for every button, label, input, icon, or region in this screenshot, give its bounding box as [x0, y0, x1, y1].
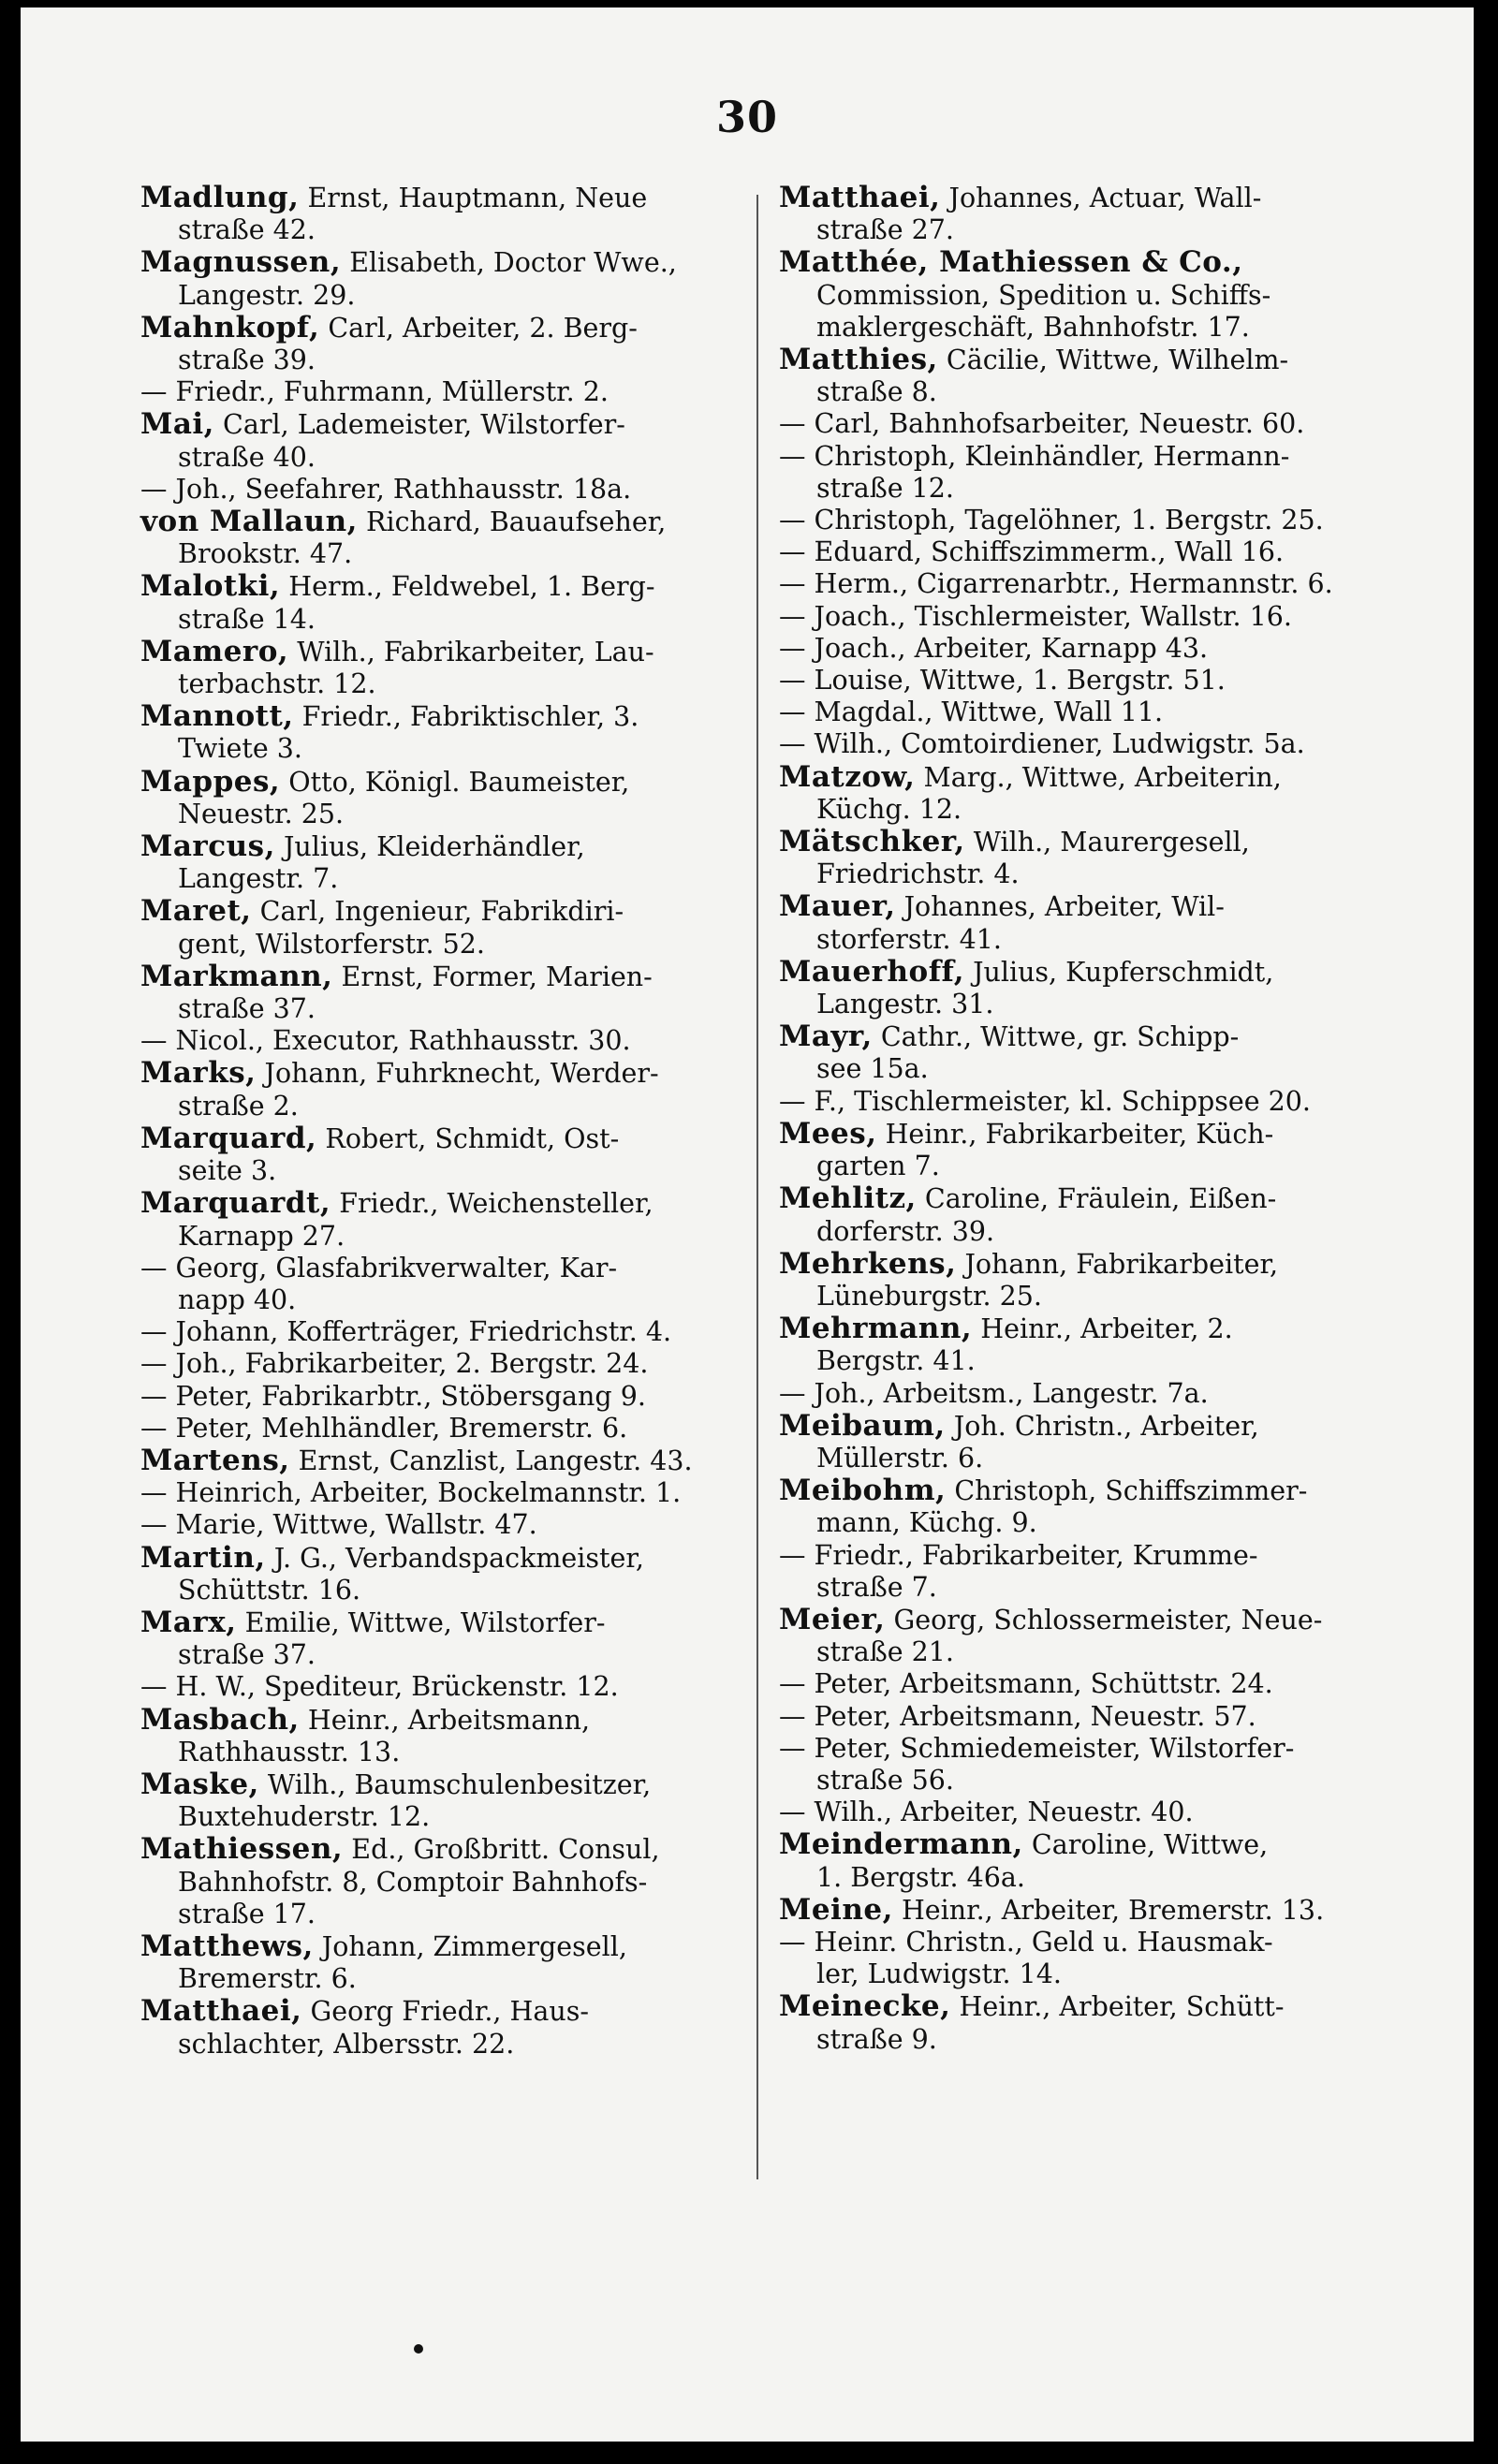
- entry-name: Meier,: [779, 1602, 886, 1636]
- entry-continuation: straße 37.: [178, 993, 316, 1025]
- entry-continuation: Rathhausstr. 13.: [178, 1736, 401, 1767]
- entry-name: Marx,: [140, 1605, 237, 1639]
- directory-entry: [140, 895, 749, 960]
- entry-continuation: straße 8.: [816, 376, 937, 408]
- entry-continuation: Neuestr. 25.: [178, 798, 345, 829]
- entry-text: Heinr., Arbeitsmann,: [307, 1704, 591, 1736]
- entry-text: — Eduard, Schiffszimmerm., Wall 16.: [779, 536, 1285, 568]
- entry-name: Mai,: [140, 407, 214, 442]
- entry-continuation: straße 42.: [178, 214, 316, 246]
- entry-text: Otto, Königl. Baumeister,: [288, 766, 630, 798]
- entry-text: — Friedr., Fuhrmann, Müllerstr. 2.: [140, 376, 609, 408]
- directory-entry: [140, 1509, 749, 1541]
- directory-entry: [779, 1828, 1388, 1893]
- directory-entry: [140, 1704, 749, 1768]
- directory-entry: [140, 474, 749, 506]
- entry-name: Malotki,: [140, 569, 281, 604]
- directory-entry: [140, 1930, 749, 1995]
- entry-text: — Joh., Arbeitsm., Langestr. 7a.: [779, 1377, 1209, 1409]
- entry-name: Mauerhoff,: [779, 954, 964, 989]
- entry-continuation: Brookstr. 47.: [178, 538, 353, 570]
- entry-text: Johann, Fuhrknecht, Werder-: [264, 1058, 659, 1090]
- entry-text: — Peter, Fabrikarbtr., Stöbersgang 9.: [140, 1380, 646, 1412]
- entry-name: Matzow,: [779, 759, 916, 794]
- directory-entry: [779, 505, 1388, 536]
- directory-entry: [779, 1086, 1388, 1118]
- entry-name: Mehrmann,: [779, 1312, 973, 1346]
- directory-entry: [140, 376, 749, 408]
- entry-text: — Joach., Tischlermeister, Wallstr. 16.: [779, 600, 1292, 632]
- directory-entry: [140, 1606, 749, 1671]
- page-number: 30: [715, 92, 778, 142]
- entry-text: Emilie, Wittwe, Wilstorfer-: [244, 1606, 606, 1638]
- entry-text: — Magdal., Wittwe, Wall 11.: [779, 697, 1164, 728]
- directory-entry: [779, 1604, 1388, 1668]
- entry-continuation: straße 17.: [178, 1898, 316, 1929]
- entry-text: — Heinrich, Arbeiter, Bockelmannstr. 1.: [140, 1477, 682, 1509]
- entry-name: Marcus,: [140, 829, 275, 864]
- directory-entry: [779, 1313, 1388, 1377]
- directory-entry: [140, 1316, 749, 1348]
- entry-continuation: mann, Küchg. 9.: [816, 1507, 1037, 1539]
- entry-text: Carl, Lademeister, Wilstorfer-: [223, 409, 625, 441]
- directory-entry: [140, 830, 749, 895]
- entry-name: Mayr,: [779, 1019, 873, 1054]
- entry-text: — Christoph, Tagelöhner, 1. Bergstr. 25.: [779, 505, 1324, 536]
- entry-continuation: Schüttstr. 16.: [178, 1574, 361, 1606]
- entry-text: Friedr., Fabriktischler, 3.: [301, 701, 639, 733]
- directory-page: [21, 7, 1474, 2442]
- entry-continuation: gent, Wilstorferstr. 52.: [178, 928, 485, 960]
- entry-continuation: straße 21.: [816, 1636, 954, 1668]
- directory-entry: [140, 636, 749, 700]
- directory-entry: [140, 312, 749, 376]
- directory-entry: [779, 1378, 1388, 1410]
- directory-entry: [779, 536, 1388, 568]
- entry-name: Martens,: [140, 1443, 290, 1477]
- entry-name: Mehlitz,: [779, 1181, 917, 1216]
- entry-text: — Christoph, Kleinhändler, Hermann-: [779, 440, 1290, 472]
- entry-text: Wilh., Baumschulenbesitzer,: [267, 1768, 652, 1800]
- entry-text: Carl, Ingenieur, Fabrikdiri-: [259, 896, 624, 928]
- directory-entry: [140, 1025, 749, 1057]
- entry-continuation: Langestr. 7.: [178, 863, 339, 895]
- directory-entry: [779, 697, 1388, 728]
- directory-entry: [140, 1768, 749, 1833]
- entry-text: Wilh., Fabrikarbeiter, Lau-: [297, 636, 654, 667]
- entry-continuation: terbachstr. 12.: [178, 668, 376, 700]
- entry-name: Maret,: [140, 894, 252, 929]
- entry-continuation: ler, Ludwigstr. 14.: [816, 1958, 1062, 1990]
- entry-text: Caroline, Wittwe,: [1031, 1829, 1269, 1861]
- entry-continuation: straße 40.: [178, 441, 316, 473]
- entry-continuation: straße 2.: [178, 1090, 299, 1122]
- entry-text: — Peter, Schmiedemeister, Wilstorfer-: [779, 1732, 1295, 1764]
- directory-entry: [779, 1182, 1388, 1247]
- entry-name: Matthews,: [140, 1929, 314, 1963]
- entry-text: Caroline, Fräulein, Eißen-: [924, 1183, 1277, 1215]
- directory-entry: [140, 1477, 749, 1509]
- directory-entry: [779, 826, 1388, 890]
- entry-text: Christoph, Schiffszimmer-: [954, 1475, 1308, 1507]
- entry-continuation: straße 56.: [816, 1764, 954, 1796]
- entry-text: — Peter, Arbeitsmann, Neuestr. 57.: [779, 1700, 1256, 1732]
- entry-text: — Joh., Seefahrer, Rathhausstr. 18a.: [140, 473, 632, 505]
- entry-text: Richard, Bauaufseher,: [366, 506, 667, 538]
- entry-continuation: Buxtehuderstr. 12.: [178, 1801, 431, 1833]
- directory-entry: [779, 441, 1388, 505]
- directory-entry: [140, 1253, 749, 1316]
- directory-entry: [140, 961, 749, 1025]
- directory-entry: [140, 570, 749, 635]
- directory-entry: [140, 1995, 749, 2060]
- directory-entry: [779, 1797, 1388, 1828]
- entry-text: — Nicol., Executor, Rathhausstr. 30.: [140, 1025, 631, 1057]
- directory-entry: [140, 1413, 749, 1445]
- entry-continuation: 1. Bergstr. 46a.: [816, 1861, 1025, 1893]
- directory-entry: [779, 601, 1388, 633]
- entry-text: — H. W., Spediteur, Brückenstr. 12.: [140, 1671, 619, 1703]
- entry-name: von Mallaun,: [140, 505, 358, 539]
- entry-text: Heinr., Arbeiter, 2.: [980, 1313, 1233, 1345]
- column-divider: [756, 195, 758, 2179]
- entry-text: Herm., Feldwebel, 1. Berg-: [288, 571, 655, 603]
- directory-entry: [140, 1348, 749, 1380]
- entry-name: Meibohm,: [779, 1474, 947, 1508]
- directory-entry: [779, 633, 1388, 665]
- entry-name: Mätschker,: [779, 825, 965, 859]
- directory-entry: [779, 1474, 1388, 1539]
- entry-text: Heinr., Fabrikarbeiter, Küch-: [885, 1118, 1274, 1150]
- entry-name: Marquardt,: [140, 1186, 331, 1221]
- entry-text: Ernst, Former, Marien-: [341, 961, 653, 992]
- entry-name: Mathiessen,: [140, 1832, 344, 1867]
- entry-text: — Georg, Glasfabrikverwalter, Kar-: [140, 1252, 618, 1283]
- entry-name: Matthaei,: [779, 181, 941, 214]
- entry-continuation: seite 3.: [178, 1155, 277, 1187]
- directory-entry: [140, 506, 749, 570]
- ink-dot: [414, 2344, 423, 2354]
- entry-text: — Peter, Mehlhändler, Bremerstr. 6.: [140, 1412, 628, 1444]
- entry-text: Joh. Christn., Arbeiter,: [953, 1410, 1259, 1442]
- entry-text: Robert, Schmidt, Ost-: [325, 1122, 620, 1154]
- entry-text: Marg., Wittwe, Arbeiterin,: [923, 761, 1282, 793]
- entry-continuation: Bremerstr. 6.: [178, 1963, 357, 1995]
- entry-name: Mappes,: [140, 764, 281, 799]
- entry-continuation: Bahnhofstr. 8, Comptoir Bahnhofs-: [178, 1866, 648, 1898]
- directory-entry: [140, 700, 749, 765]
- directory-entry: [779, 956, 1388, 1020]
- entry-text: — Louise, Wittwe, 1. Bergstr. 51.: [779, 665, 1226, 697]
- entry-continuation: Commission, Spedition u. Schiffs-: [816, 279, 1271, 311]
- directory-entry: [779, 1118, 1388, 1182]
- entry-continuation: maklergeschäft, Bahnhofstr. 17.: [816, 311, 1250, 343]
- directory-entry: [140, 408, 749, 473]
- entry-continuation: Bergstr. 41.: [816, 1345, 976, 1377]
- entry-continuation: see 15a.: [816, 1053, 929, 1085]
- right-column: [779, 182, 1388, 2056]
- entry-text: Cäcilie, Wittwe, Wilhelm-: [946, 345, 1289, 376]
- entry-name: Matthies,: [779, 343, 938, 377]
- directory-entry: [140, 1445, 749, 1477]
- entry-text: Heinr., Arbeiter, Schütt-: [959, 1991, 1285, 2023]
- directory-entry: [779, 246, 1388, 344]
- entry-name: Marquard,: [140, 1121, 317, 1155]
- entry-text: Julius, Kleiderhändler,: [283, 831, 585, 863]
- directory-entry: [779, 1410, 1388, 1474]
- entry-text: Georg, Schlossermeister, Neue-: [893, 1604, 1323, 1635]
- entry-name: Martin,: [140, 1540, 266, 1575]
- entry-text: Elisabeth, Doctor Wwe.,: [349, 247, 677, 279]
- entry-continuation: straße 14.: [178, 603, 316, 635]
- entry-name: Matthée, Mathiessen & Co.,: [779, 245, 1243, 280]
- directory-entry: [779, 182, 1388, 246]
- entry-name: Mees,: [779, 1116, 877, 1151]
- entry-continuation: straße 7.: [816, 1571, 937, 1603]
- entry-text: Julius, Kupferschmidt,: [973, 956, 1274, 988]
- directory-entry: [779, 568, 1388, 600]
- entry-name: Marks,: [140, 1056, 257, 1091]
- left-column: [140, 182, 749, 2061]
- directory-entry: [140, 1671, 749, 1703]
- entry-name: Mauer,: [779, 889, 896, 924]
- entry-text: Cathr., Wittwe, gr. Schipp-: [880, 1021, 1240, 1053]
- entry-continuation: Friedrichstr. 4.: [816, 858, 1020, 890]
- directory-entry: [140, 1542, 749, 1606]
- entry-name: Meindermann,: [779, 1827, 1023, 1862]
- directory-entry: [779, 665, 1388, 697]
- entry-text: — Joach., Arbeiter, Karnapp 43.: [779, 632, 1209, 664]
- entry-continuation: Lüneburgstr. 25.: [816, 1280, 1042, 1312]
- entry-name: Madlung,: [140, 181, 300, 214]
- entry-text: — Heinr. Christn., Geld u. Hausmak-: [779, 1926, 1273, 1958]
- directory-entry: [779, 761, 1388, 826]
- entry-text: Johannes, Arbeiter, Wil-: [903, 891, 1225, 923]
- directory-entry: [779, 1733, 1388, 1797]
- entry-name: Matthaei,: [140, 1994, 302, 2029]
- entry-continuation: storferstr. 41.: [816, 923, 1002, 955]
- directory-entry: [779, 1990, 1388, 2055]
- directory-entry: [140, 1187, 749, 1252]
- entry-name: Markmann,: [140, 959, 333, 993]
- entry-continuation: dorferstr. 39.: [816, 1215, 995, 1247]
- directory-entry: [140, 1057, 749, 1122]
- entry-continuation: straße 27.: [816, 214, 954, 246]
- entry-continuation: Langestr. 29.: [178, 279, 356, 311]
- entry-text: — Carl, Bahnhofsarbeiter, Neuestr. 60.: [779, 408, 1305, 440]
- entry-name: Meinecke,: [779, 1989, 951, 2024]
- entry-continuation: straße 9.: [816, 2023, 937, 2055]
- directory-entry: [779, 1540, 1388, 1604]
- entry-name: Mannott,: [140, 699, 294, 734]
- entry-name: Meibaum,: [779, 1408, 946, 1443]
- entry-text: Ernst, Canzlist, Langestr. 43.: [298, 1445, 693, 1476]
- entry-continuation: Langestr. 31.: [816, 989, 994, 1020]
- directory-entry: [779, 890, 1388, 955]
- directory-entry: [140, 1381, 749, 1413]
- entry-text: Heinr., Arbeiter, Bremerstr. 13.: [901, 1894, 1325, 1926]
- entry-text: Georg Friedr., Haus-: [310, 1996, 589, 2028]
- entry-name: Maske,: [140, 1767, 259, 1801]
- entry-text: Johann, Zimmergesell,: [321, 1930, 627, 1962]
- entry-name: Mehrkens,: [779, 1246, 957, 1281]
- entry-name: Mahnkopf,: [140, 310, 320, 345]
- entry-text: — Joh., Fabrikarbeiter, 2. Bergstr. 24.: [140, 1348, 649, 1380]
- entry-continuation: napp 40.: [178, 1283, 297, 1315]
- entry-text: Johann, Fabrikarbeiter,: [964, 1248, 1279, 1280]
- directory-entry: [140, 766, 749, 830]
- entry-text: — F., Tischlermeister, kl. Schippsee 20.: [779, 1085, 1311, 1117]
- entry-continuation: straße 39.: [178, 345, 316, 376]
- entry-text: — Friedr., Fabrikarbeiter, Krumme-: [779, 1539, 1258, 1571]
- entry-text: — Herm., Cigarrenarbtr., Hermannstr. 6.: [779, 568, 1333, 600]
- entry-continuation: Twiete 3.: [178, 733, 302, 765]
- entry-name: Mamero,: [140, 634, 289, 668]
- directory-entry: [140, 1833, 749, 1930]
- directory-entry: [779, 1701, 1388, 1733]
- directory-entry: [779, 408, 1388, 440]
- entry-text: — Johann, Kofferträger, Friedrichstr. 4.: [140, 1316, 672, 1348]
- directory-entry: [779, 1020, 1388, 1085]
- entry-name: Meine,: [779, 1892, 893, 1927]
- entry-continuation: straße 37.: [178, 1639, 316, 1671]
- entry-text: J. G., Verbandspackmeister,: [273, 1542, 644, 1574]
- entry-text: — Marie, Wittwe, Wallstr. 47.: [140, 1509, 537, 1541]
- entry-continuation: Küchg. 12.: [816, 793, 962, 825]
- entry-continuation: straße 12.: [816, 472, 954, 504]
- entry-continuation: garten 7.: [816, 1151, 940, 1182]
- directory-entry: [140, 246, 749, 311]
- directory-entry: [779, 1927, 1388, 1990]
- entry-continuation: schlachter, Albersstr. 22.: [178, 2028, 515, 2060]
- entry-name: Magnussen,: [140, 245, 342, 280]
- entry-text: Johannes, Actuar, Wall-: [948, 183, 1262, 213]
- entry-continuation: Karnapp 27.: [178, 1220, 345, 1252]
- directory-entry: [140, 182, 749, 246]
- directory-entry: [779, 1248, 1388, 1313]
- entry-text: Ed., Großbritt. Consul,: [351, 1834, 660, 1866]
- entry-text: — Wilh., Comtoirdiener, Ludwigstr. 5a.: [779, 728, 1305, 760]
- entry-name: Masbach,: [140, 1702, 300, 1737]
- entry-text: — Peter, Arbeitsmann, Schüttstr. 24.: [779, 1668, 1273, 1700]
- entry-text: Carl, Arbeiter, 2. Berg-: [328, 312, 638, 344]
- entry-text: Friedr., Weichensteller,: [339, 1188, 654, 1220]
- directory-entry: [779, 1668, 1388, 1700]
- directory-entry: [779, 344, 1388, 408]
- entry-text: Wilh., Maurergesell,: [973, 827, 1250, 858]
- directory-entry: [779, 1894, 1388, 1927]
- entry-continuation: Müllerstr. 6.: [816, 1442, 984, 1474]
- directory-entry: [779, 728, 1388, 760]
- directory-entry: [140, 1122, 749, 1187]
- entry-text: — Wilh., Arbeiter, Neuestr. 40.: [779, 1797, 1194, 1828]
- entry-text: Ernst, Hauptmann, Neue: [307, 183, 648, 213]
